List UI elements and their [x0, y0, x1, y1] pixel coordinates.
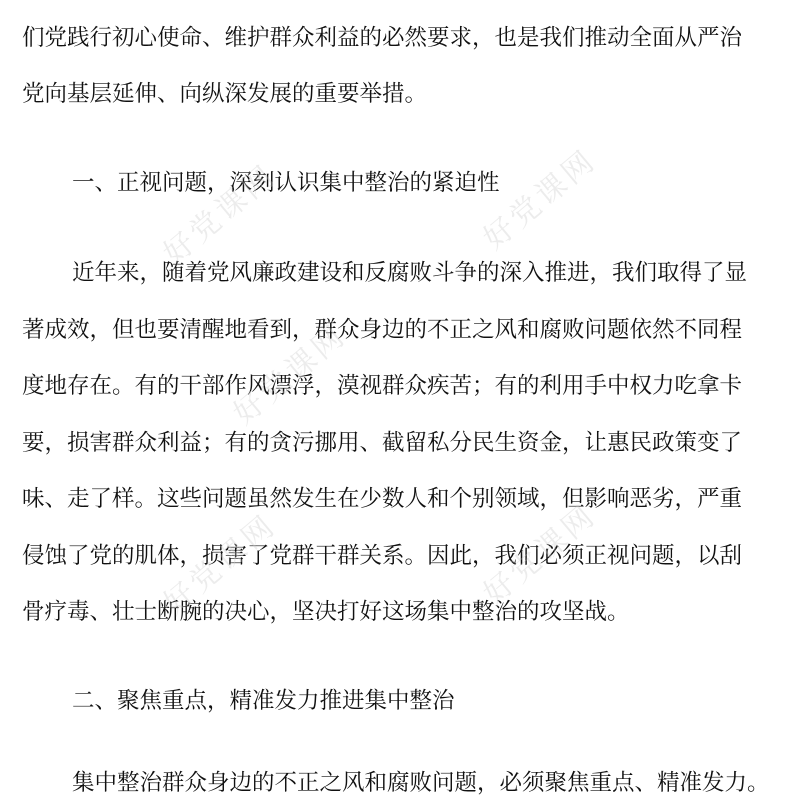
paragraph-line: 骨疗毒、壮士断腕的决心，坚决打好这场集中整治的攻坚战。 [22, 599, 630, 625]
paragraph-line: 度地存在。有的干部作风漂浮，漠视群众疾苦；有的利用手中权力吃拿卡 [22, 373, 743, 399]
paragraph-line: 侵蚀了党的肌体，损害了党群干群关系。因此，我们必须正视问题，以刮 [22, 543, 743, 569]
paragraph-line: 近年来，随着党风廉政建设和反腐败斗争的深入推进，我们取得了显 [72, 260, 748, 286]
paragraph-line: 集中整治群众身边的不正之风和腐败问题，必须聚焦重点、精准发力。 [72, 770, 770, 796]
paragraph-line: 要，损害群众利益；有的贪污挪用、截留私分民生资金，让惠民政策变了 [22, 430, 743, 456]
watermark: 好党课网 [156, 157, 284, 272]
watermark: 好党课网 [476, 497, 604, 612]
paragraph-line: 们党践行初心使命、维护群众利益的必然要求，也是我们推动全面从严治 [22, 25, 743, 51]
watermark: 好党课网 [476, 142, 604, 257]
section-heading-1: 一、正视问题，深刻认识集中整治的紧迫性 [72, 170, 500, 196]
paragraph-line: 著成效，但也要清醒地看到，群众身边的不正之风和腐败问题依然不同程 [22, 317, 743, 343]
watermark: 好党课网 [156, 507, 284, 622]
watermark: 好党课网 [226, 317, 354, 432]
paragraph-line: 党向基层延伸、向纵深发展的重要举措。 [22, 81, 428, 107]
section-heading-2: 二、聚焦重点，精准发力推进集中整治 [72, 688, 455, 714]
paragraph-line: 味、走了样。这些问题虽然发生在少数人和个别领域，但影响恶劣，严重 [22, 486, 743, 512]
